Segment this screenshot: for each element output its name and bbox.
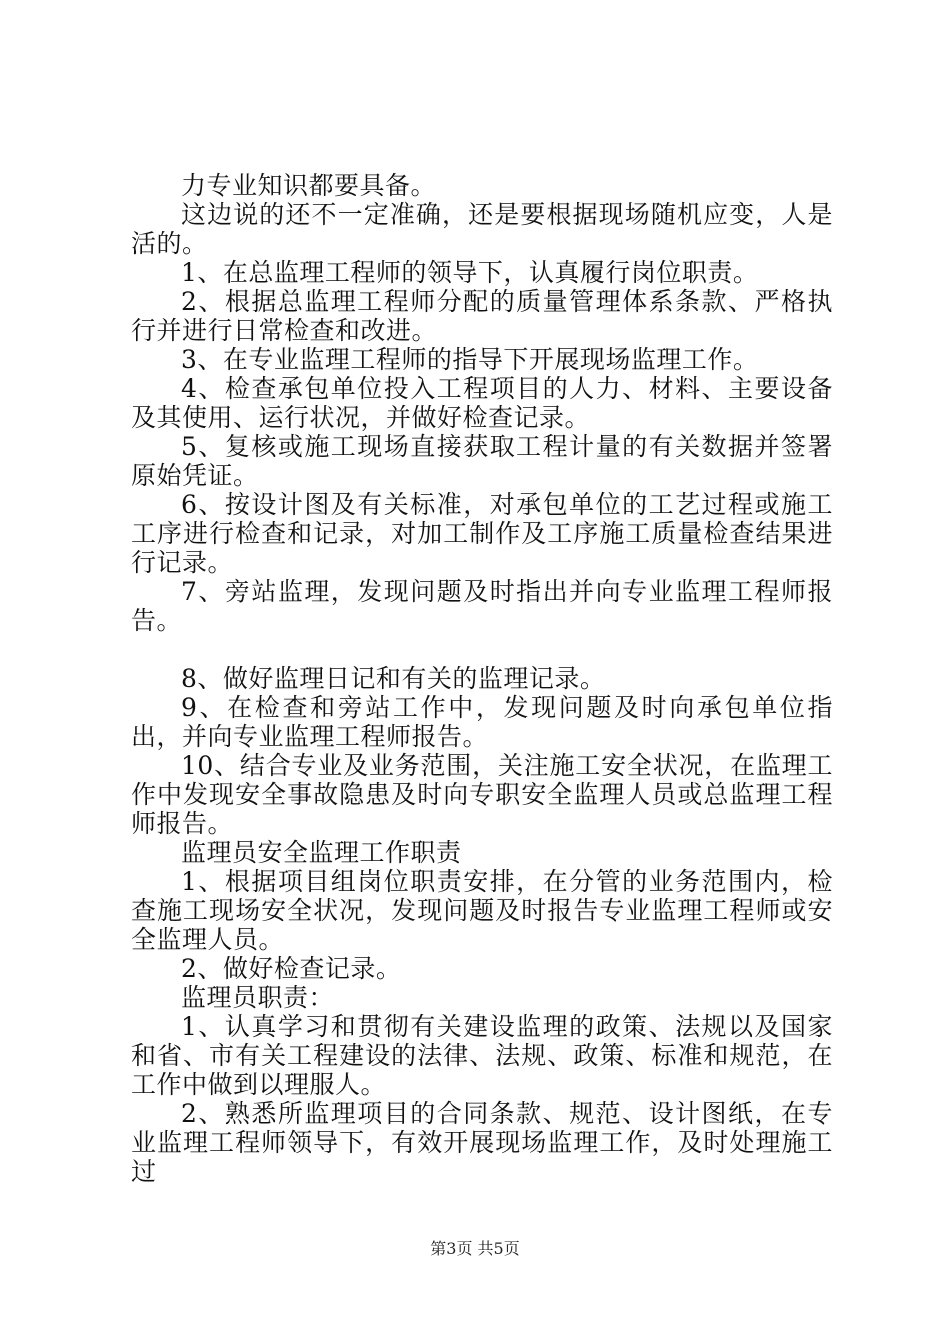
paragraph: 2、做好检查记录。: [181, 954, 402, 983]
paragraph: 3、在专业监理工程师的指导下开展现场监理工作。: [181, 345, 759, 374]
paragraph: 2、熟悉所监理项目的合同条款、规范、设计图纸，在专业监理工程师领导下，有效开展现场监理工作，及时处理施工过: [131, 1099, 833, 1186]
paragraph: 2、根据总监理工程师分配的质量管理体系条款、严格执行并进行日常检查和改进。: [131, 287, 833, 345]
paragraph: 1、认真学习和贯彻有关建设监理的政策、法规以及国家和省、市有关工程建设的法律、法规、政策、标准和规范，在工作中做到以理服人。: [131, 1012, 833, 1099]
paragraph: 6、按设计图及有关标准，对承包单位的工艺过程或施工工序进行检查和记录，对加工制作及工序施工质量检查结果进行记录。: [131, 490, 833, 577]
paragraph: 力专业知识都要具备。: [181, 171, 437, 200]
paragraph: 9、在检查和旁站工作中，发现问题及时向承包单位指出，并向专业监理工程师报告。: [131, 693, 833, 751]
paragraph: 1、根据项目组岗位职责安排，在分管的业务范围内，检查施工现场安全状况，发现问题及时报告专业监理工程师或安全监理人员。: [131, 867, 833, 954]
page-number-footer: 第3页 共5页: [430, 1239, 520, 1258]
paragraph: 7、旁站监理，发现问题及时指出并向专业监理工程师报告。: [131, 577, 833, 635]
paragraph: 1、在总监理工程师的领导下，认真履行岗位职责。: [181, 258, 759, 287]
paragraph: 8、做好监理日记和有关的监理记录。: [181, 664, 606, 693]
paragraph: 4、检查承包单位投入工程项目的人力、材料、主要设备及其使用、运行状况，并做好检查记录。: [131, 374, 833, 432]
section-heading: 监理员职责：: [181, 983, 335, 1012]
paragraph: 5、复核或施工现场直接获取工程计量的有关数据并签署原始凭证。: [131, 432, 833, 490]
section-heading: 监理员安全监理工作职责: [181, 838, 462, 867]
blank-line: [131, 635, 833, 664]
paragraph: 这边说的还不一定准确，还是要根据现场随机应变，人是活的。: [131, 200, 833, 258]
paragraph: 10、结合专业及业务范围，关注施工安全状况，在监理工作中发现安全事故隐患及时向专职安全监理人员或总监理工程师报告。: [131, 751, 833, 838]
document-body: [131, 171, 833, 1186]
